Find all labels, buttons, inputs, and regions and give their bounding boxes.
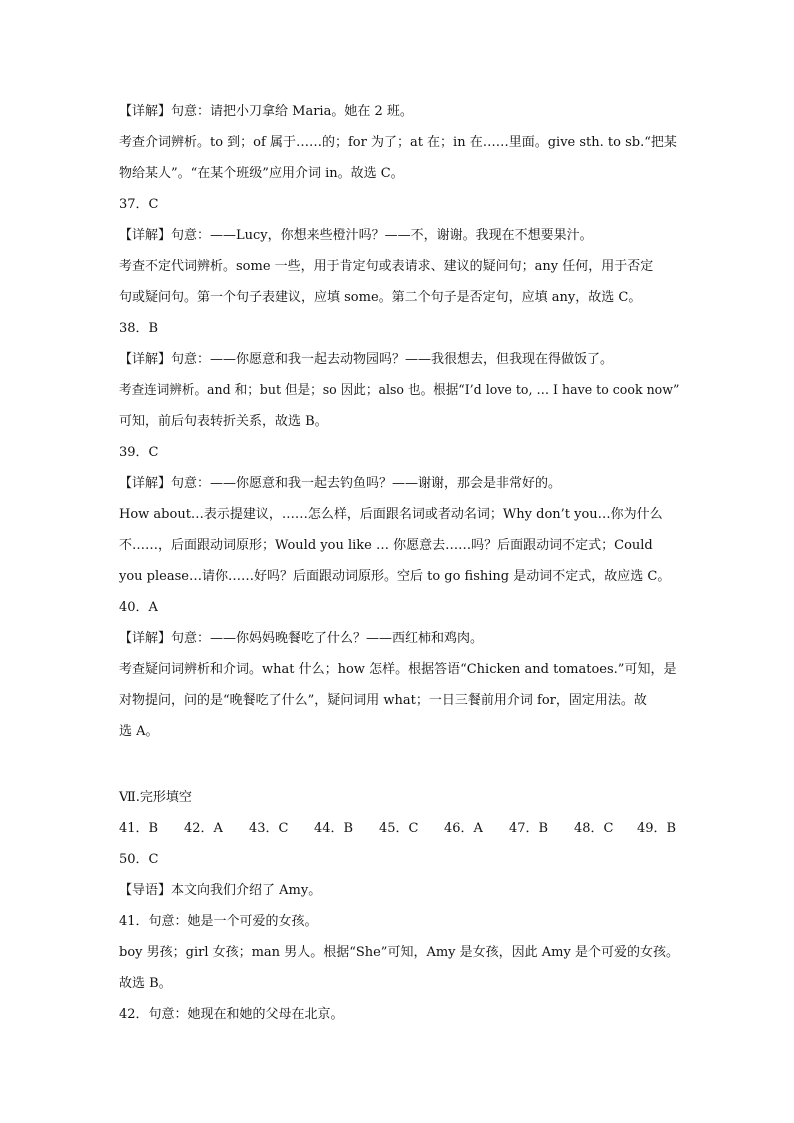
text-line: 【详解】句意：——Lucy，你想来些橙汁吗？——不，谢谢。我现在不想要果汁。: [119, 228, 593, 243]
text-line: 39．C: [119, 445, 159, 460]
text-line: boy 男孩；girl 女孩；man 男人。根据“She”可知，Amy 是女孩，因此 Amy 是个可爱的女孩。: [119, 945, 679, 960]
answer-key: 48．C: [574, 821, 614, 836]
text-line: 【详解】句意：请把小刀拿给 Maria。她在 2 班。: [119, 104, 413, 119]
answer-key: 44．B: [314, 821, 354, 836]
text-line: 考查不定代词辨析。some 一些，用于肯定句或表请求、建议的疑问句；any 任何，用于否定: [119, 259, 654, 274]
text-line: 42．句意：她现在和她的父母在北京。: [119, 1007, 344, 1022]
text-line: 【详解】句意：——你愿意和我一起去钓鱼吗？——谢谢，那会是非常好的。: [119, 476, 562, 491]
text-line: 37．C: [119, 197, 159, 212]
section-title: Ⅶ.完形填空: [119, 790, 192, 805]
text-line: 对物提问，问的是“晚餐吃了什么”，疑问词用 what；一日三餐前用介词 for，固定用法。故: [119, 693, 647, 708]
text-line: 【详解】句意：——你愿意和我一起去动物园吗？——我很想去，但我现在得做饭了。: [119, 352, 614, 367]
text-line: 【导语】本文向我们介绍了 Amy。: [119, 883, 322, 898]
text-line: 38．B: [119, 321, 159, 336]
text-line: 40．A: [119, 600, 158, 615]
text-line: 41．句意：她是一个可爱的女孩。: [119, 914, 318, 929]
answer-key: 45．C: [379, 821, 419, 836]
answer-key: 41．B: [119, 821, 159, 836]
text-line: 50．C: [119, 852, 159, 867]
text-line: 不……，后面跟动词原形；Would you like … 你愿意去……吗？后面跟动词不定式；Could: [119, 538, 653, 553]
answer-key: 49．B: [637, 821, 677, 836]
text-line: 可知，前后句表转折关系，故选 B。: [119, 414, 328, 429]
text-line: you please…请你……好吗？后面跟动词原形。空后 to go fishing 是动词不定式，故应选 C。: [119, 569, 671, 584]
answer-key: 43．C: [249, 821, 289, 836]
text-line: 物给某人”。“在某个班级”应用介词 in。故选 C。: [119, 166, 404, 181]
text-line: 考查介词辨析。to 到；of 属于……的；for 为了；at 在；in 在……里面。give sth. to sb.“把某: [119, 135, 677, 150]
answer-key: 46．A: [444, 821, 483, 836]
text-line: 选 A。: [119, 724, 159, 739]
text-line: How about…表示提建议，……怎么样，后面跟名词或者动名词；Why don’t you…你为什么: [119, 507, 663, 522]
text-line: 考查疑问词辨析和介词。what 什么；how 怎样。根据答语“Chicken and tomatoes.”可知，是: [119, 662, 677, 677]
text-line: 【详解】句意：——你妈妈晚餐吃了什么？——西红柿和鸡肉。: [119, 631, 484, 646]
text-line: 考查连词辨析。and 和；but 但是；so 因此；also 也。根据“I’d love to, … I have to cook now”: [119, 383, 680, 398]
text-line: 句或疑问句。第一个句子表建议，应填 some。第二个句子是否定句，应填 any，故选 C。: [119, 290, 642, 305]
answer-key: 47．B: [509, 821, 549, 836]
text-line: 故选 B。: [119, 976, 172, 991]
answer-key: 42．A: [184, 821, 223, 836]
